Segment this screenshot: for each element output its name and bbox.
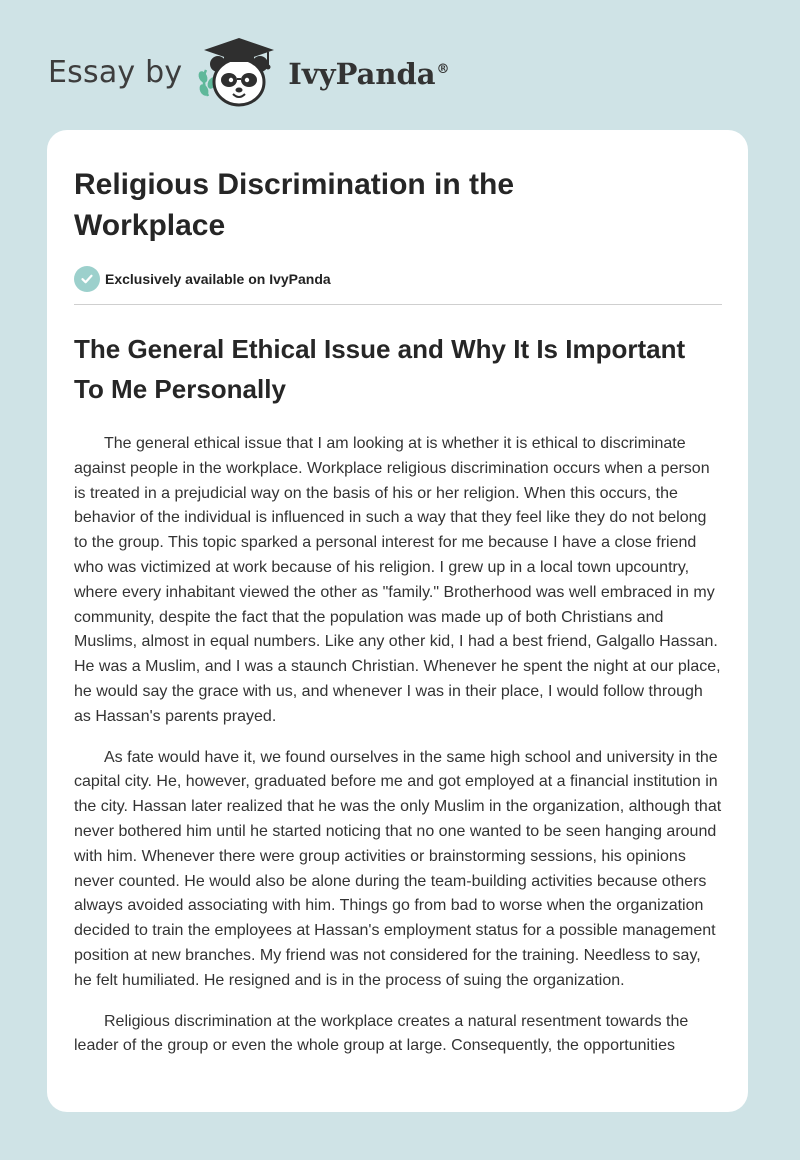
brand-name-text: IvyPanda: [288, 57, 436, 91]
paragraph: Religious discrimination at the workplace creates a natural resentment towards the leader of the group or even the whole group at large. Consequently, the opportunities: [74, 1012, 689, 1055]
brand-prefix: Essay by: [48, 54, 183, 90]
essay-title: Religious Discrimination in the Workplace: [74, 168, 515, 242]
divider: [74, 304, 722, 305]
registered-mark: ®: [436, 62, 450, 78]
check-icon: [74, 266, 100, 292]
panda-graduate-icon[interactable]: [196, 30, 282, 110]
paragraph: The general ethical issue that I am looking at is whether it is ethical to discriminate against people in the workplace. Workplace religious discrimination occurs when a person is treated in a prejudicial way on the basis of his or her religion. When this occurs, the behavior of the individual is influenced in such a way that they feel like they do not belong to the group. This topic sparked a personal interest for me because I have a close friend who was victimized at work because of his religion. I grew up in a local town upcountry, where every inhabitant viewed the other as "family." Brotherhood was well embraced in my community, despite the fact that the population was made up of both Christians and Muslims, almost in equal numbers. Like any other kid, I had a best friend, Galgallo Hassan. He was a Muslim, and I was a staunch Christian. Whenever he spent the night at our place, he would say the grace with us, and whenever I was in their place, I would follow through as Hassan's parents prayed.: [74, 435, 721, 725]
essay-body: [74, 432, 722, 1059]
paragraph: As fate would have it, we found ourselves in the same high school and university in the capital city. He, however, graduated before me and got employed at a financial institution in the city. Hassan later realized that he was the only Muslim in the organization, although that never bothered him until he started noticing that no one wanted to be seen hanging around with him. Whenever there were group activities or brainstorming sessions, his opinions never counted. He would also be alone during the team-building activities because others always avoided associating with him. Things go from bad to worse when the organization decided to train the employees at Hassan's employment status for a possible management position at new branches. My friend was not considered for the training. Needless to say, he felt humiliated. He resigned and is in the process of suing the organization.: [74, 748, 722, 989]
brand-name: [288, 57, 449, 91]
exclusive-badge: [74, 265, 722, 293]
site-header: [48, 30, 450, 110]
exclusive-label: Exclusively available on IvyPanda: [105, 271, 331, 287]
section-heading: The General Ethical Issue and Why It Is Important To Me Personally: [74, 334, 686, 404]
essay-card: [47, 130, 748, 1112]
